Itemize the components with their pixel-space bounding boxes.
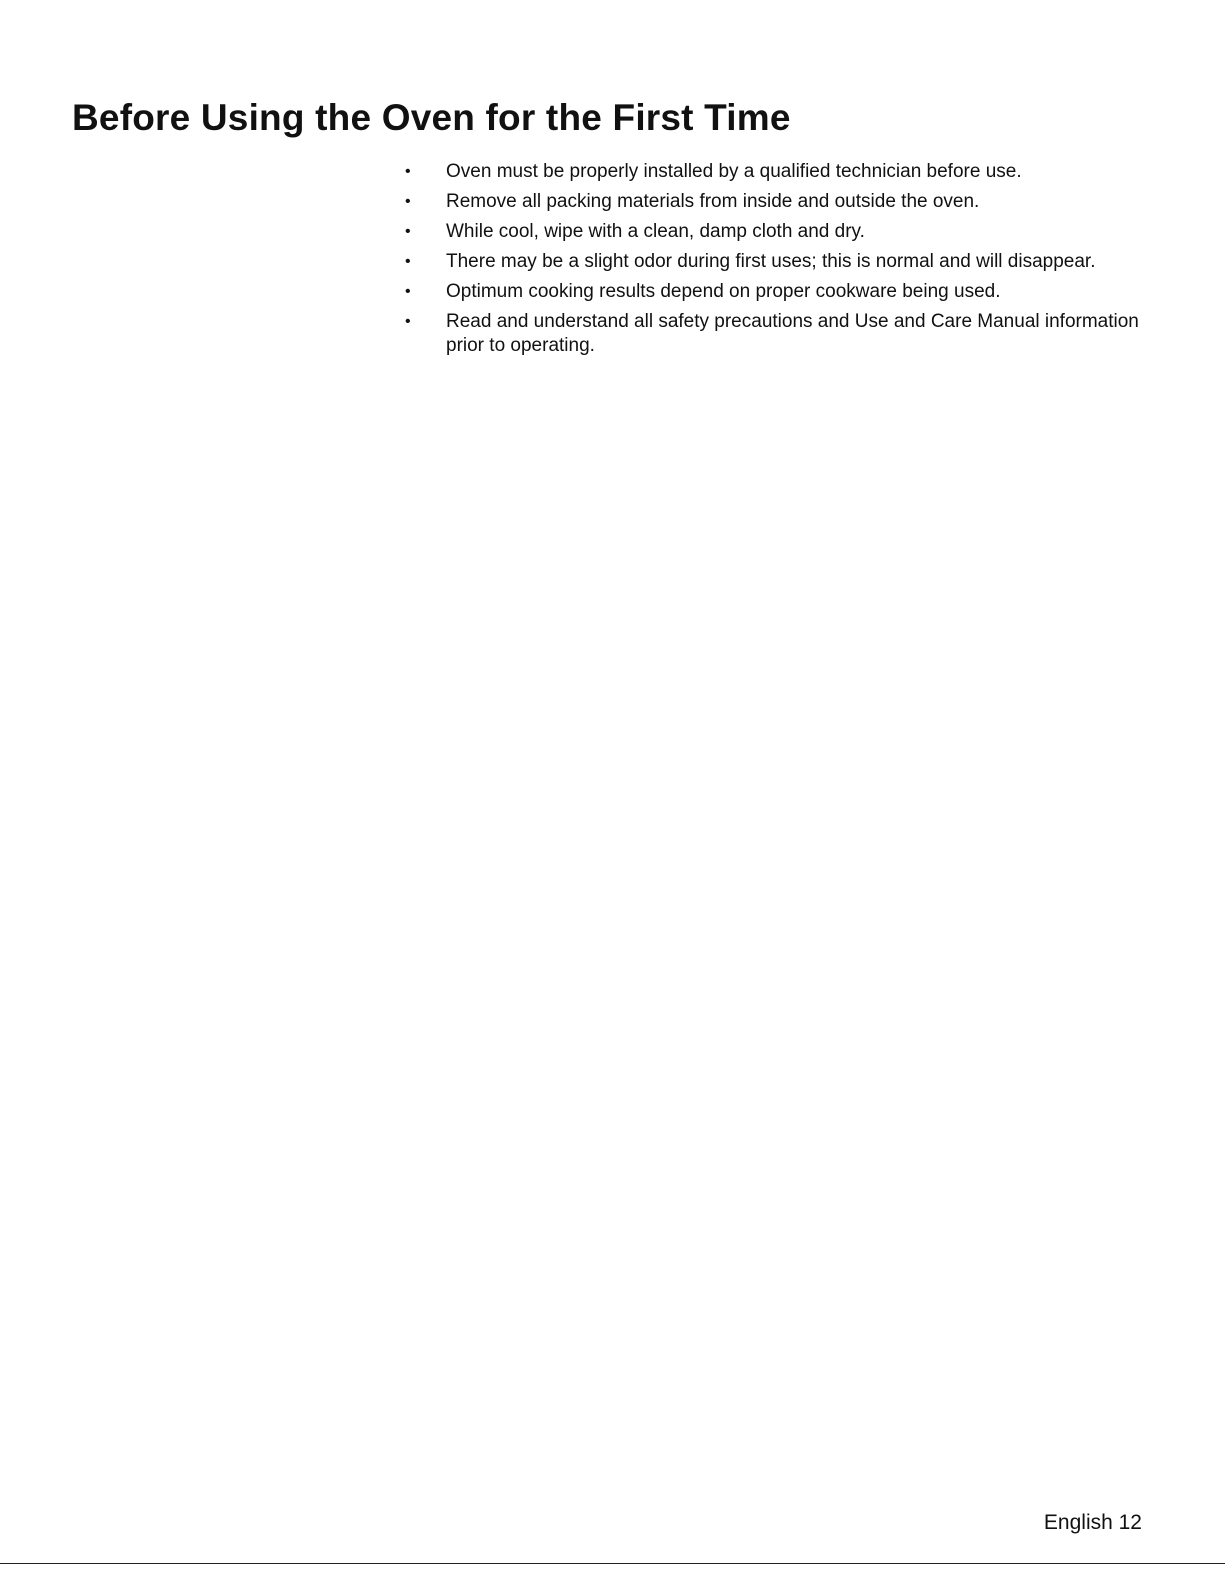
bullet-icon: • (405, 193, 411, 210)
list-item-text: Remove all packing materials from inside and outside the oven. (446, 191, 980, 212)
list-item-text: Oven must be properly installed by a qualified technician before use. (446, 161, 1022, 182)
list-item (405, 190, 1175, 214)
list-item (405, 220, 1175, 244)
list-item-text: Optimum cooking results depend on proper cookware being used. (446, 281, 1001, 302)
bullet-icon: • (405, 313, 411, 330)
bullet-icon: • (405, 163, 411, 180)
page-footer: English 12 (1043, 1511, 1142, 1534)
list-item (405, 160, 1175, 184)
first-use-checklist (405, 160, 1175, 364)
list-item-text: Read and understand all safety precautions and Use and Care Manual information prior to operating. (446, 311, 1139, 356)
list-item-text: While cool, wipe with a clean, damp cloth and dry. (446, 221, 865, 242)
footer-divider (0, 1563, 1225, 1564)
bullet-icon: • (405, 283, 411, 300)
page-title: Before Using the Oven for the First Time (72, 97, 791, 138)
bullet-icon: • (405, 223, 411, 240)
list-item (405, 250, 1175, 274)
list-item (405, 310, 1175, 358)
list-item-text: There may be a slight odor during first uses; this is normal and will disappear. (446, 251, 1096, 272)
list-item (405, 280, 1175, 304)
bullet-icon: • (405, 253, 411, 270)
